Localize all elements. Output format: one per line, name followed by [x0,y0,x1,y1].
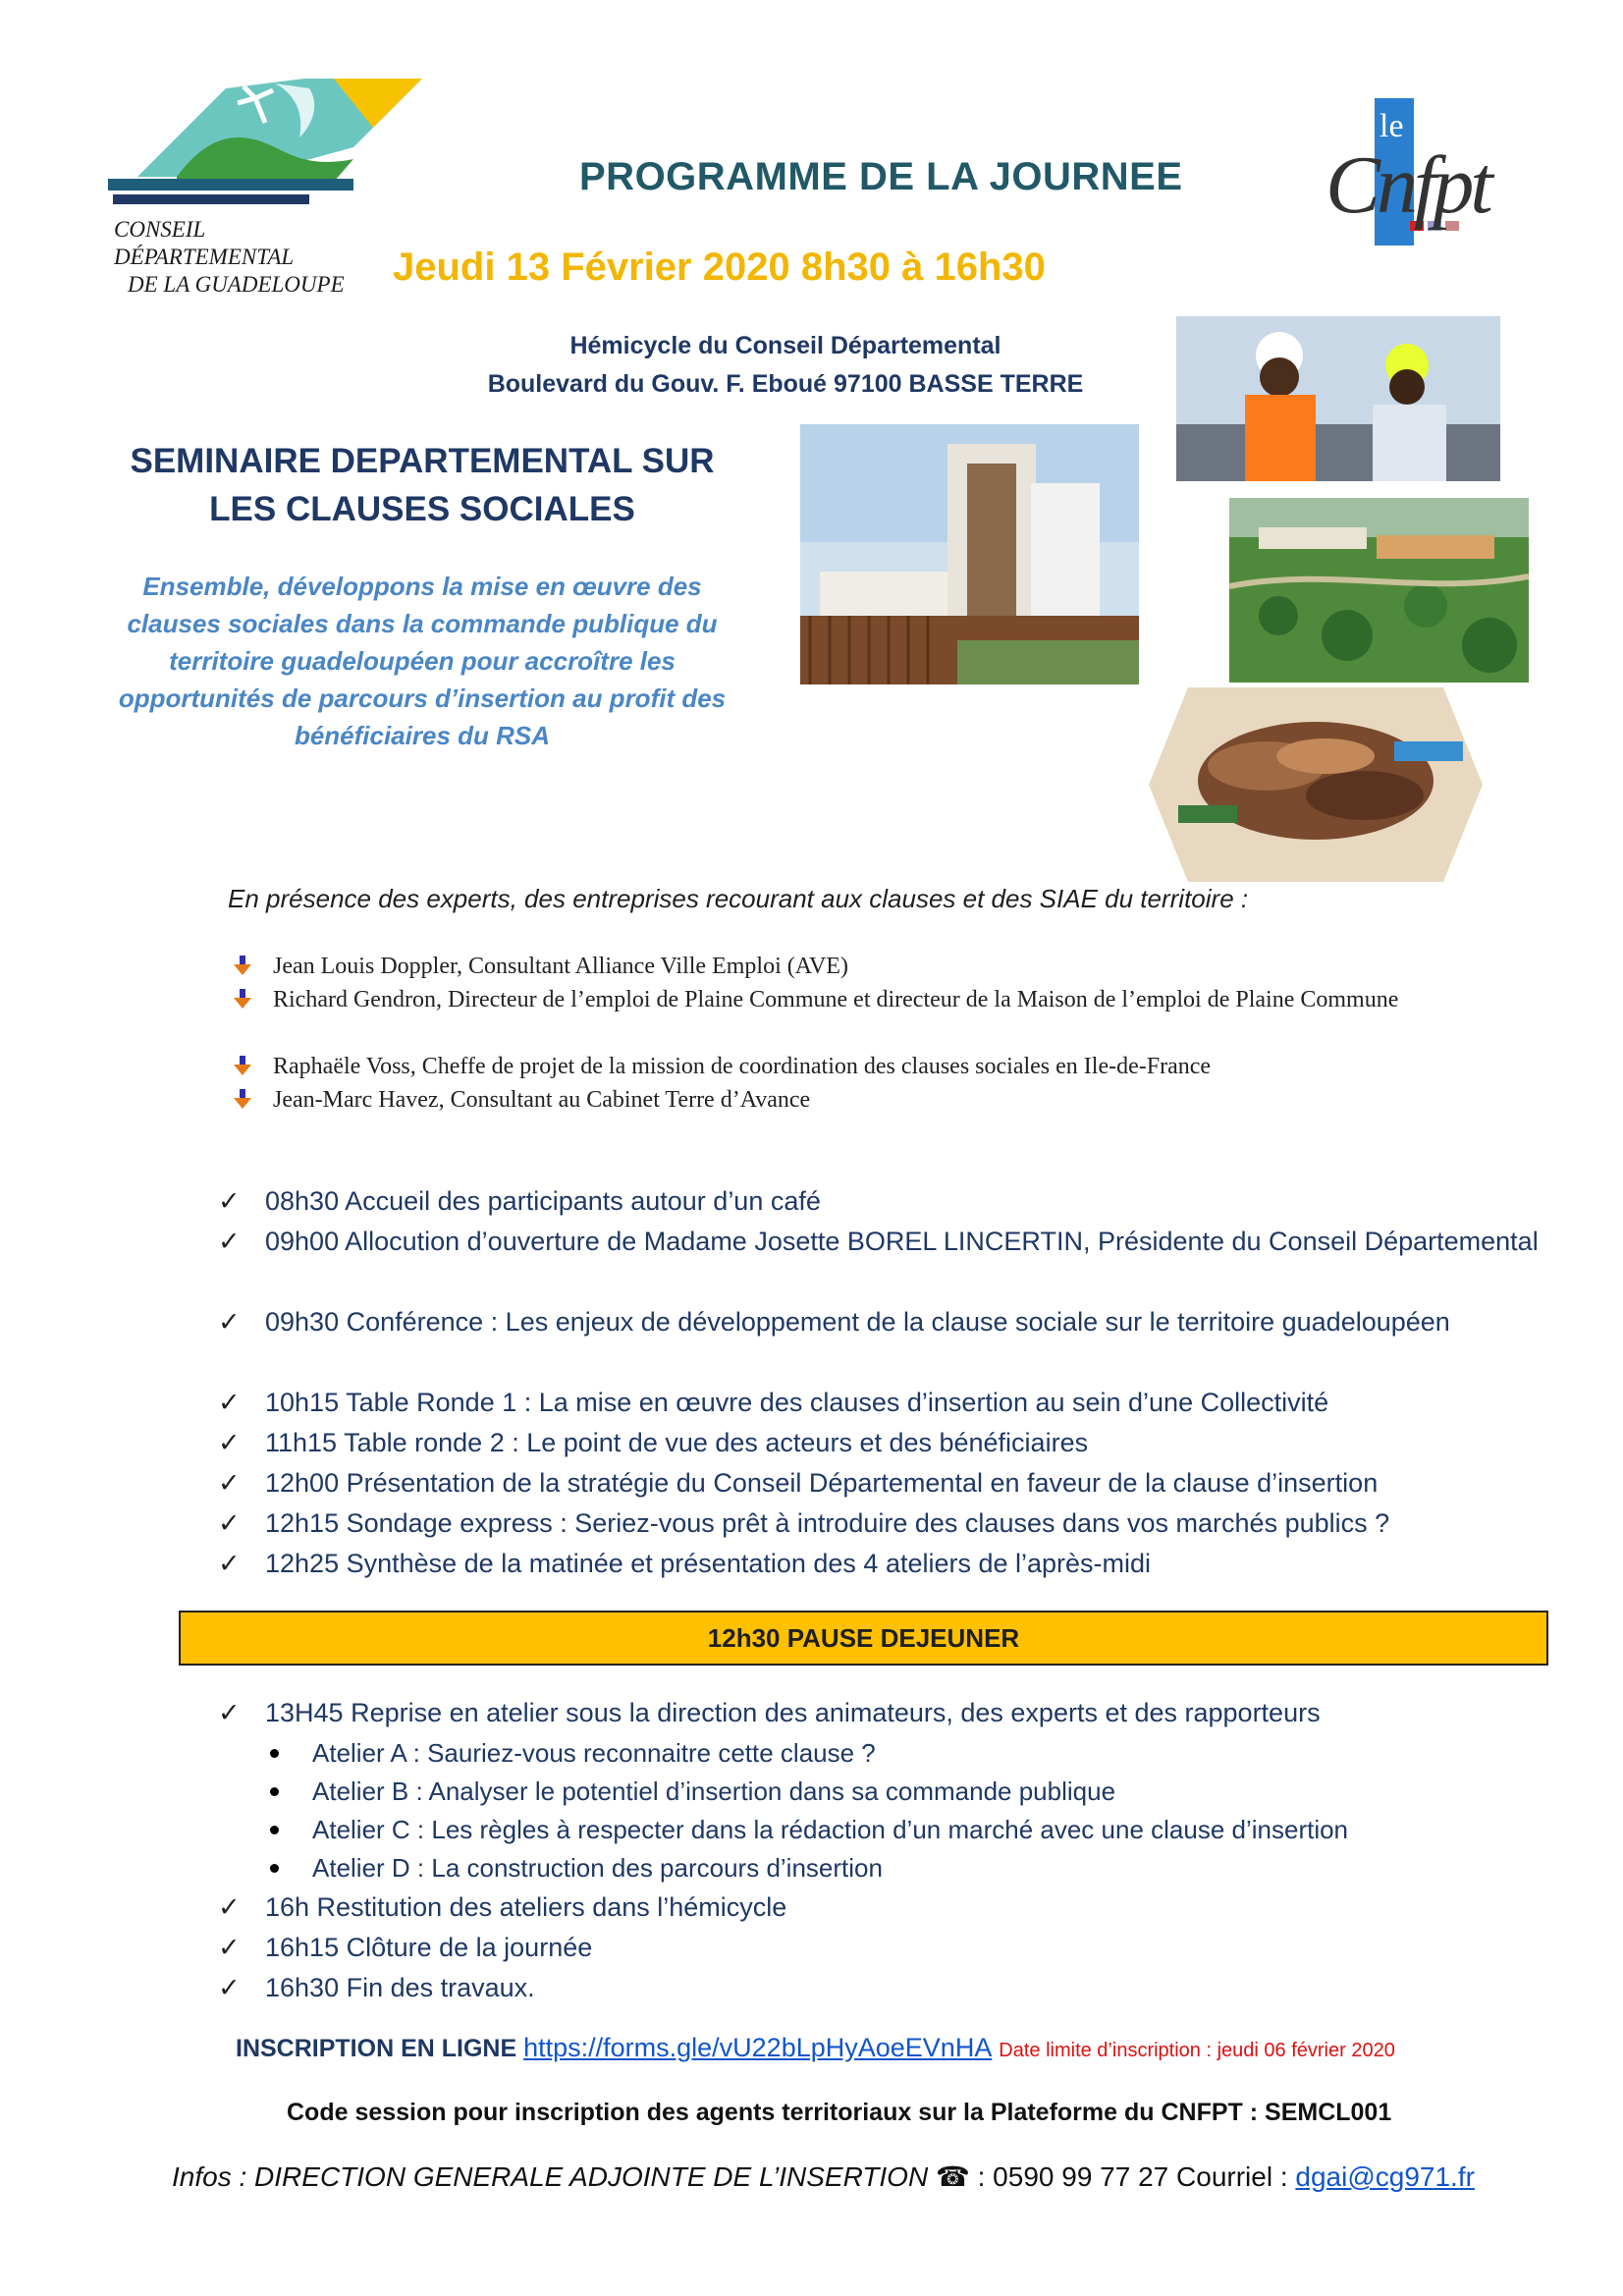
checkmark-icon: ✓ [218,1973,241,2002]
contact-info [172,2160,1475,2193]
venue-address: Boulevard du Gouv. F. Eboué 97100 BASSE TERRE [487,370,1084,398]
building-photo [800,424,1139,684]
schedule-text: 10h15 Table Ronde 1 : La mise en œuvre des clauses d’insertion au sein d’une Collectivité [265,1388,1329,1417]
checkmark-icon: ✓ [218,1388,241,1417]
cnfpt-sub: le [1380,108,1404,144]
schedule-text: 08h30 Accueil des participants autour d’un café [265,1186,821,1216]
venue-name: Hémicycle du Conseil Départemental [569,332,1001,359]
bullet-dot-icon [270,1826,279,1834]
expert-item [234,1083,1540,1117]
checkmark-icon: ✓ [218,1307,241,1337]
schedule-text: 13H45 Reprise en atelier sous la direction des animateurs, des experts et des rapporteurs [265,1698,1321,1727]
email-link[interactable]: dgai@cg971.fr [1295,2161,1475,2192]
bullet-dot-icon [270,1787,279,1796]
bullet-dot-icon [270,1749,279,1758]
expert-text: Jean Louis Doppler, Consultant Alliance Ville Emploi (AVE) [273,954,848,979]
schedule-text: 12h00 Présentation de la stratégie du Conseil Départemental en faveur de la clause d’insertion [265,1468,1379,1498]
expert-text: Raphaële Voss, Cheffe de projet de la mission de coordination des clauses sociales en Ile-de-France [273,1054,1212,1079]
checkmark-icon: ✓ [218,1186,241,1216]
schedule-text: 12h15 Sondage express : Seriez-vous prêt à introduire des clauses dans vos marchés publics ? [265,1508,1390,1538]
phone-icon: ☎ [935,2161,970,2192]
cnfpt-wordmark: Cnfpt [1325,139,1489,231]
checkmark-icon: ✓ [218,1698,241,1727]
workers-photo [1176,316,1500,481]
expert-item [234,950,1540,983]
inscription-deadline: Date limite d’inscription : jeudi 06 février 2020 [999,2040,1395,2061]
conseil-departemental-logo [108,69,432,297]
checkmark-icon: ✓ [218,1428,241,1457]
schedule-text: 16h Restitution des ateliers dans l’hémicycle [265,1892,787,1922]
seminar-title-line-1: SEMINAIRE DEPARTEMENTAL SUR [130,442,715,480]
checkmark-icon: ✓ [218,1892,241,1922]
bullet-dot-icon [270,1864,279,1873]
logo-line-1: CONSEIL DÉPARTEMENTAL [114,217,295,269]
atelier-text: Atelier D : La construction des parcours d’insertion [312,1853,883,1883]
lunch-break-banner: 12h30 PAUSE DEJEUNER [179,1611,1548,1666]
team-hands-photo [1149,687,1483,882]
event-date: Jeudi 13 Février 2020 8h30 à 16h30 [393,246,1046,289]
arrow-bullet-icon [234,1056,251,1075]
schedule-text: 12h25 Synthèse de la matinée et présentation des 4 ateliers de l’après-midi [265,1549,1152,1578]
schedule-text: 11h15 Table ronde 2 : Le point de vue des acteurs et des bénéficiaires [265,1428,1089,1457]
checkmark-icon: ✓ [218,1933,241,1962]
checkmark-icon: ✓ [218,1227,241,1256]
page-title: PROGRAMME DE LA JOURNEE [579,155,1183,198]
atelier-text: Atelier B : Analyser le potentiel d’insertion dans sa commande publique [312,1777,1116,1806]
experts-intro: En présence des experts, des entreprises recourant aux clauses et des SIAE du territoire : [228,884,1249,913]
seminar-intro: Ensemble, développons la mise en œuvre des clauses sociales dans la commande publique du territoire guadeloupéen pour accroître les opportunités de parcours d’insertion au profit des bénéficiaires du RSA [118,572,727,750]
arrow-bullet-icon [234,1089,251,1109]
schedule-text: 09h00 Allocution d’ouverture de Madame Josette BOREL LINCERTIN, Présidente du Conseil Départemental [265,1227,1539,1256]
seminar-title-line-2: LES CLAUSES SOCIALES [209,490,635,528]
inscription-link[interactable]: https://forms.gle/vU22bLpHyAoeEVnHA [523,2033,993,2062]
expert-text: Richard Gendron, Directeur de l’emploi de Plaine Commune et directeur de la Maison de l’emploi de Plaine Commune [273,987,1399,1012]
atelier-text: Atelier A : Sauriez-vous reconnaitre cette clause ? [312,1738,876,1768]
guadeloupe-emblem-icon [108,69,432,216]
schedule-text: 16h15 Clôture de la journée [265,1933,593,1962]
atelier-text: Atelier C : Les règles à respecter dans la rédaction d’un marché avec une clause d’insertion [312,1815,1349,1844]
logo-line-2: DE LA GUADELOUPE [128,272,345,297]
inscription-label: INSCRIPTION EN LIGNE [236,2035,517,2062]
infos-label: Infos : DIRECTION GENERALE ADJOINTE DE L’INSERTION [172,2161,929,2192]
phone-number: : 0590 99 77 27 Courriel : [969,2161,1296,2192]
cnfpt-logo [1325,88,1551,275]
schedule-text: 16h30 Fin des travaux. [265,1973,535,2002]
arrow-bullet-icon [234,989,251,1009]
expert-text: Jean-Marc Havez, Consultant au Cabinet Terre d’Avance [273,1087,811,1113]
checkmark-icon: ✓ [218,1508,241,1538]
schedule-text: 09h30 Conférence : Les enjeux de développement de la clause sociale sur le territoire guadeloupéen [265,1307,1450,1337]
code-session: Code session pour inscription des agents territoriaux sur la Plateforme du CNFPT : SEMCL001 [287,2099,1392,2126]
seminar-title [103,437,741,533]
inscription-line [236,2033,1395,2063]
expert-item [234,1050,1540,1083]
expert-item [234,983,1540,1050]
aerial-campus-photo [1229,498,1529,683]
checkmark-icon: ✓ [218,1549,241,1578]
checkmark-icon: ✓ [218,1468,241,1498]
arrow-bullet-icon [234,956,251,975]
